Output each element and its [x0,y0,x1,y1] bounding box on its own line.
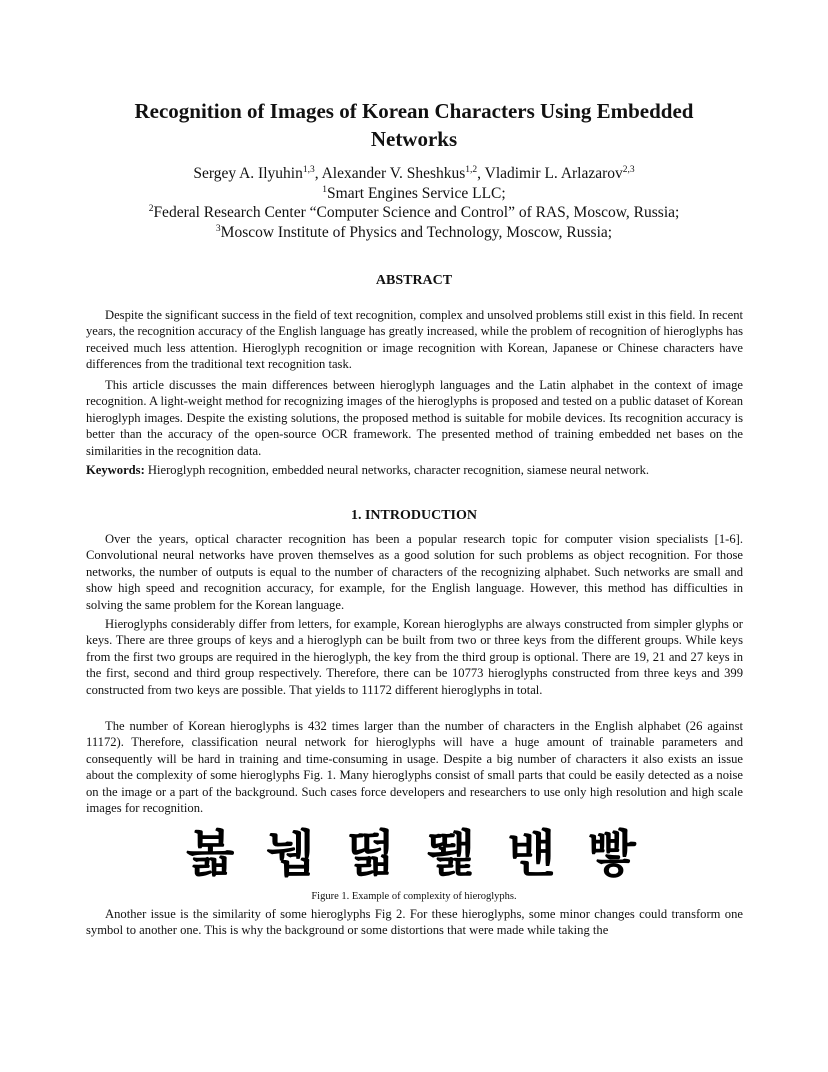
affiliation-line [60,184,768,204]
body-paragraph: Another issue is the similarity of some hieroglyphs Fig 2. For these hieroglyphs, some minor changes could transform one symbol to another one. This is why the background or some distortions that were made while taking the [86,907,743,938]
section-heading-introduction: 1. INTRODUCTION [350,508,477,523]
keywords-line [86,462,743,478]
author-affiliation-marker: 1,3 [302,165,315,175]
affiliation-line [60,223,768,243]
body-paragraph: Hieroglyphs considerably differ from letters, for example, Korean hieroglyphs are always constructed from simpler glyphs or keys. There are three groups of keys and a hieroglyph can be built from two or three keys from the different groups. While keys from the first two groups are required in the hieroglyph, the key from the third group is optional. There are 19, 21 and 27 keys in the first, second and third group respectively. Therefore, there can be 10773 hieroglyphs constructed from three keys and 399 constructed from two keys are possible. That yields to 11172 different hieroglyphs in total. [86,617,743,697]
hieroglyph-image: 빻 [587,825,636,883]
author-affiliation-marker: 2,3 [622,165,635,175]
affiliation-text: Moscow Institute of Physics and Technology, Moscow, Russia; [220,223,613,241]
abstract-paragraph: Despite the significant success in the field of text recognition, complex and unsolved problems still exist in this field. In recent years, the recognition accuracy of the English language has greatly increased, while the problem of recognition of hieroglyphs has received much less attention. Hieroglyph recognition or image recognition with Korean, Japanese or Chinese characters have differences from the traditional text recognition task. [86,308,743,372]
affiliation-text: Smart Engines Service LLC; [327,184,506,202]
hieroglyph-image: 뉍 [266,825,315,883]
paper-title [100,97,728,153]
author-separator: , [477,165,485,182]
affiliation-marker: 2 [148,204,154,214]
figure-1-caption: Figure 1. Example of complexity of hieroglyphs. [311,891,517,902]
title-line-1: Recognition of Images of Korean Characters Using Embedded [134,99,694,123]
author-name: Alexander V. Sheshkus [321,165,466,182]
hieroglyph-image: 뱬 [507,825,556,883]
author-block [60,164,768,242]
author-separator: , [314,165,322,182]
title-line-2: Networks [370,127,458,151]
abstract-paragraph: This article discusses the main differences between hieroglyph languages and the Latin alphabet in the context of image recognition. A light-weight method for recognizing images of the hieroglyphs is proposed and tested on a public dataset of Korean hieroglyph images. Despite the existing solutions, the proposed method is suitable for mobile devices. Its recognition accuracy is better than the accuracy of the open-source OCR framework. The presented method of training embedded net bases on the similarities in the recognition data. [86,378,743,458]
hieroglyph-image: 떫 [346,825,395,883]
author-affiliation-marker: 1,2 [465,165,478,175]
body-paragraph: The number of Korean hieroglyphs is 432 times larger than the number of characters in the English alphabet (26 against 11172). Therefore, classification neural network for hieroglyphs will have a huge amount of trainable parameters and consequently will be hard in training and time-consuming in usage. Despite a big number of characters it also exists an issue about the complexity of some hieroglyphs Fig. 1. Many hieroglyphs consist of small parts that could be easily detected as a noise on the image or a part of the background. Such cases force developers and researchers to use only high resolution and high scale images for recognition. [86,719,743,816]
keywords-label: Keywords: [86,463,145,477]
affiliation-marker: 1 [322,184,328,195]
figure-1-hieroglyphs [186,826,636,882]
hieroglyph-image: 뙕 [426,825,476,883]
author-name: Vladimir L. Arlazarov [484,165,623,182]
author-list [60,164,768,184]
abstract-heading: ABSTRACT [375,273,453,288]
keywords-text: Hieroglyph recognition, embedded neural networks, character recognition, siamese neural network. [144,463,650,477]
affiliation-text: Federal Research Center “Computer Science and Control” of RAS, Moscow, Russia; [153,204,680,221]
hieroglyph-image: 볿 [186,825,235,883]
author-name: Sergey A. Ilyuhin [193,165,303,182]
body-paragraph: Over the years, optical character recognition has been a popular research topic for computer vision specialists [1-6]. Convolutional neural networks have proven themselves as a good solution for such problems as object recognition. For those networks, the number of outputs is equal to the number of characters of the recognizing alphabet. Such networks are small and show high speed and recognition accuracy, for example, for the English language. However, this method has difficulties in solving the same problem for the Korean language. [86,532,743,612]
affiliation-line [60,203,768,223]
affiliation-marker: 3 [215,223,221,234]
